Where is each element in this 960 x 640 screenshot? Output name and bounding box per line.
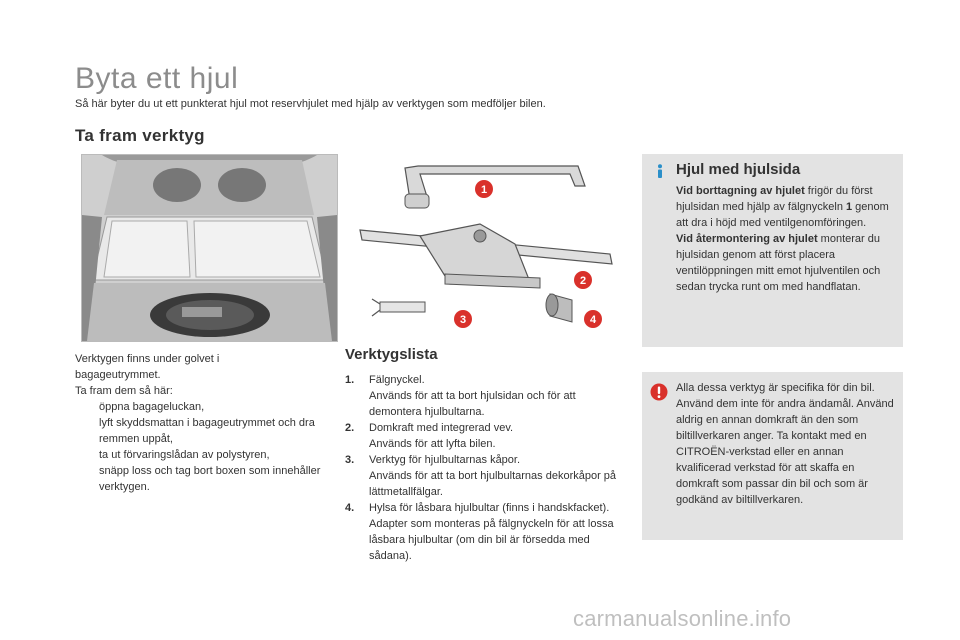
tool-list-item: 2. Domkraft med integrerad vev. Används för att lyfta bilen. <box>345 422 514 450</box>
bullet-item: lyft skyddsmattan i bagageutrymmet och dra remmen uppåt, <box>99 417 315 445</box>
watermark: carmanualsonline.info <box>573 606 792 631</box>
trunk-photo <box>81 154 338 342</box>
bullet-item: snäpp loss och tag bort boxen som innehåller verktygen. <box>99 465 321 493</box>
callout-1-marker <box>475 180 493 198</box>
tool-list-item: 1. Fälgnyckel. Används för att ta bort hjulsidan och för att demontera hjulbultarna. <box>345 374 576 418</box>
callout-2-label: 2 <box>579 275 587 287</box>
tools-illustration <box>350 154 625 340</box>
warning-text: Alla dessa verktyg är specifika för din bil. Använd dem inte för andra ändamål. Använd aldrig en annan domkraft än den som biltillverkaren anger. Ta kontakt med en CITROËN-verkstad eller en annan kvalificerad verkstad för att skaffa en domkraft som passar din bil och som är godkänd av biltillverkaren. <box>676 382 894 506</box>
intro-line-3: Ta fram dem så här: <box>75 385 173 397</box>
section-heading: Ta fram verktyg <box>75 126 205 145</box>
info-box-heading: Hjul med hjulsida <box>676 161 801 178</box>
callout-2-marker <box>574 271 592 289</box>
retrieval-instructions <box>75 351 335 495</box>
callout-3-marker <box>454 310 472 328</box>
info-box-text <box>676 183 898 295</box>
tool-list-heading: Verktygslista <box>345 346 438 363</box>
tool-list-item: 3. Verktyg för hjulbultarnas kåpor. Används för att ta bort hjulbultarnas dekorkåpor på lättmetallfälgar. <box>345 454 617 498</box>
bullet-item: ta ut förvaringslådan av polystyren, <box>99 449 270 461</box>
bullet-item: öppna bagageluckan, <box>99 401 205 413</box>
callout-1-label: 1 <box>480 184 488 196</box>
info-paragraph-removal: Vid borttagning av hjulet frigör du först hjulsidan med hjälp av fälgnyckeln 1 genom att dra i höjd med ventilgenomföringen. <box>676 185 889 229</box>
info-paragraph-refit: Vid återmontering av hjulet monterar du hjulsidan genom att först placera ventilöppningen mitt emot hjulventilen och sedan trycka runt om med handflatan. <box>676 233 881 293</box>
callout-4-label: 4 <box>589 314 597 326</box>
info-icon <box>654 164 666 178</box>
tool-list-item: 4. Hylsa för låsbara hjulbultar (finns i handskfacket). Adapter som monteras på fälgnyckeln för att lossa låsbara hjulbultar (om din bil är försedda med sådana). <box>345 502 614 562</box>
warning-icon <box>650 383 668 401</box>
callout-4-marker <box>584 310 602 328</box>
page-title: Byta ett hjul <box>75 62 239 95</box>
tool-list <box>345 372 620 564</box>
intro-line-2: bagageutrymmet. <box>75 369 161 381</box>
page-subtitle: Så här byter du ut ett punkterat hjul mot reservhjulet med hjälp av verktygen som medföljer bilen. <box>75 98 546 110</box>
intro-line-1: Verktygen finns under golvet i <box>75 353 220 365</box>
callout-3-label: 3 <box>459 314 467 326</box>
